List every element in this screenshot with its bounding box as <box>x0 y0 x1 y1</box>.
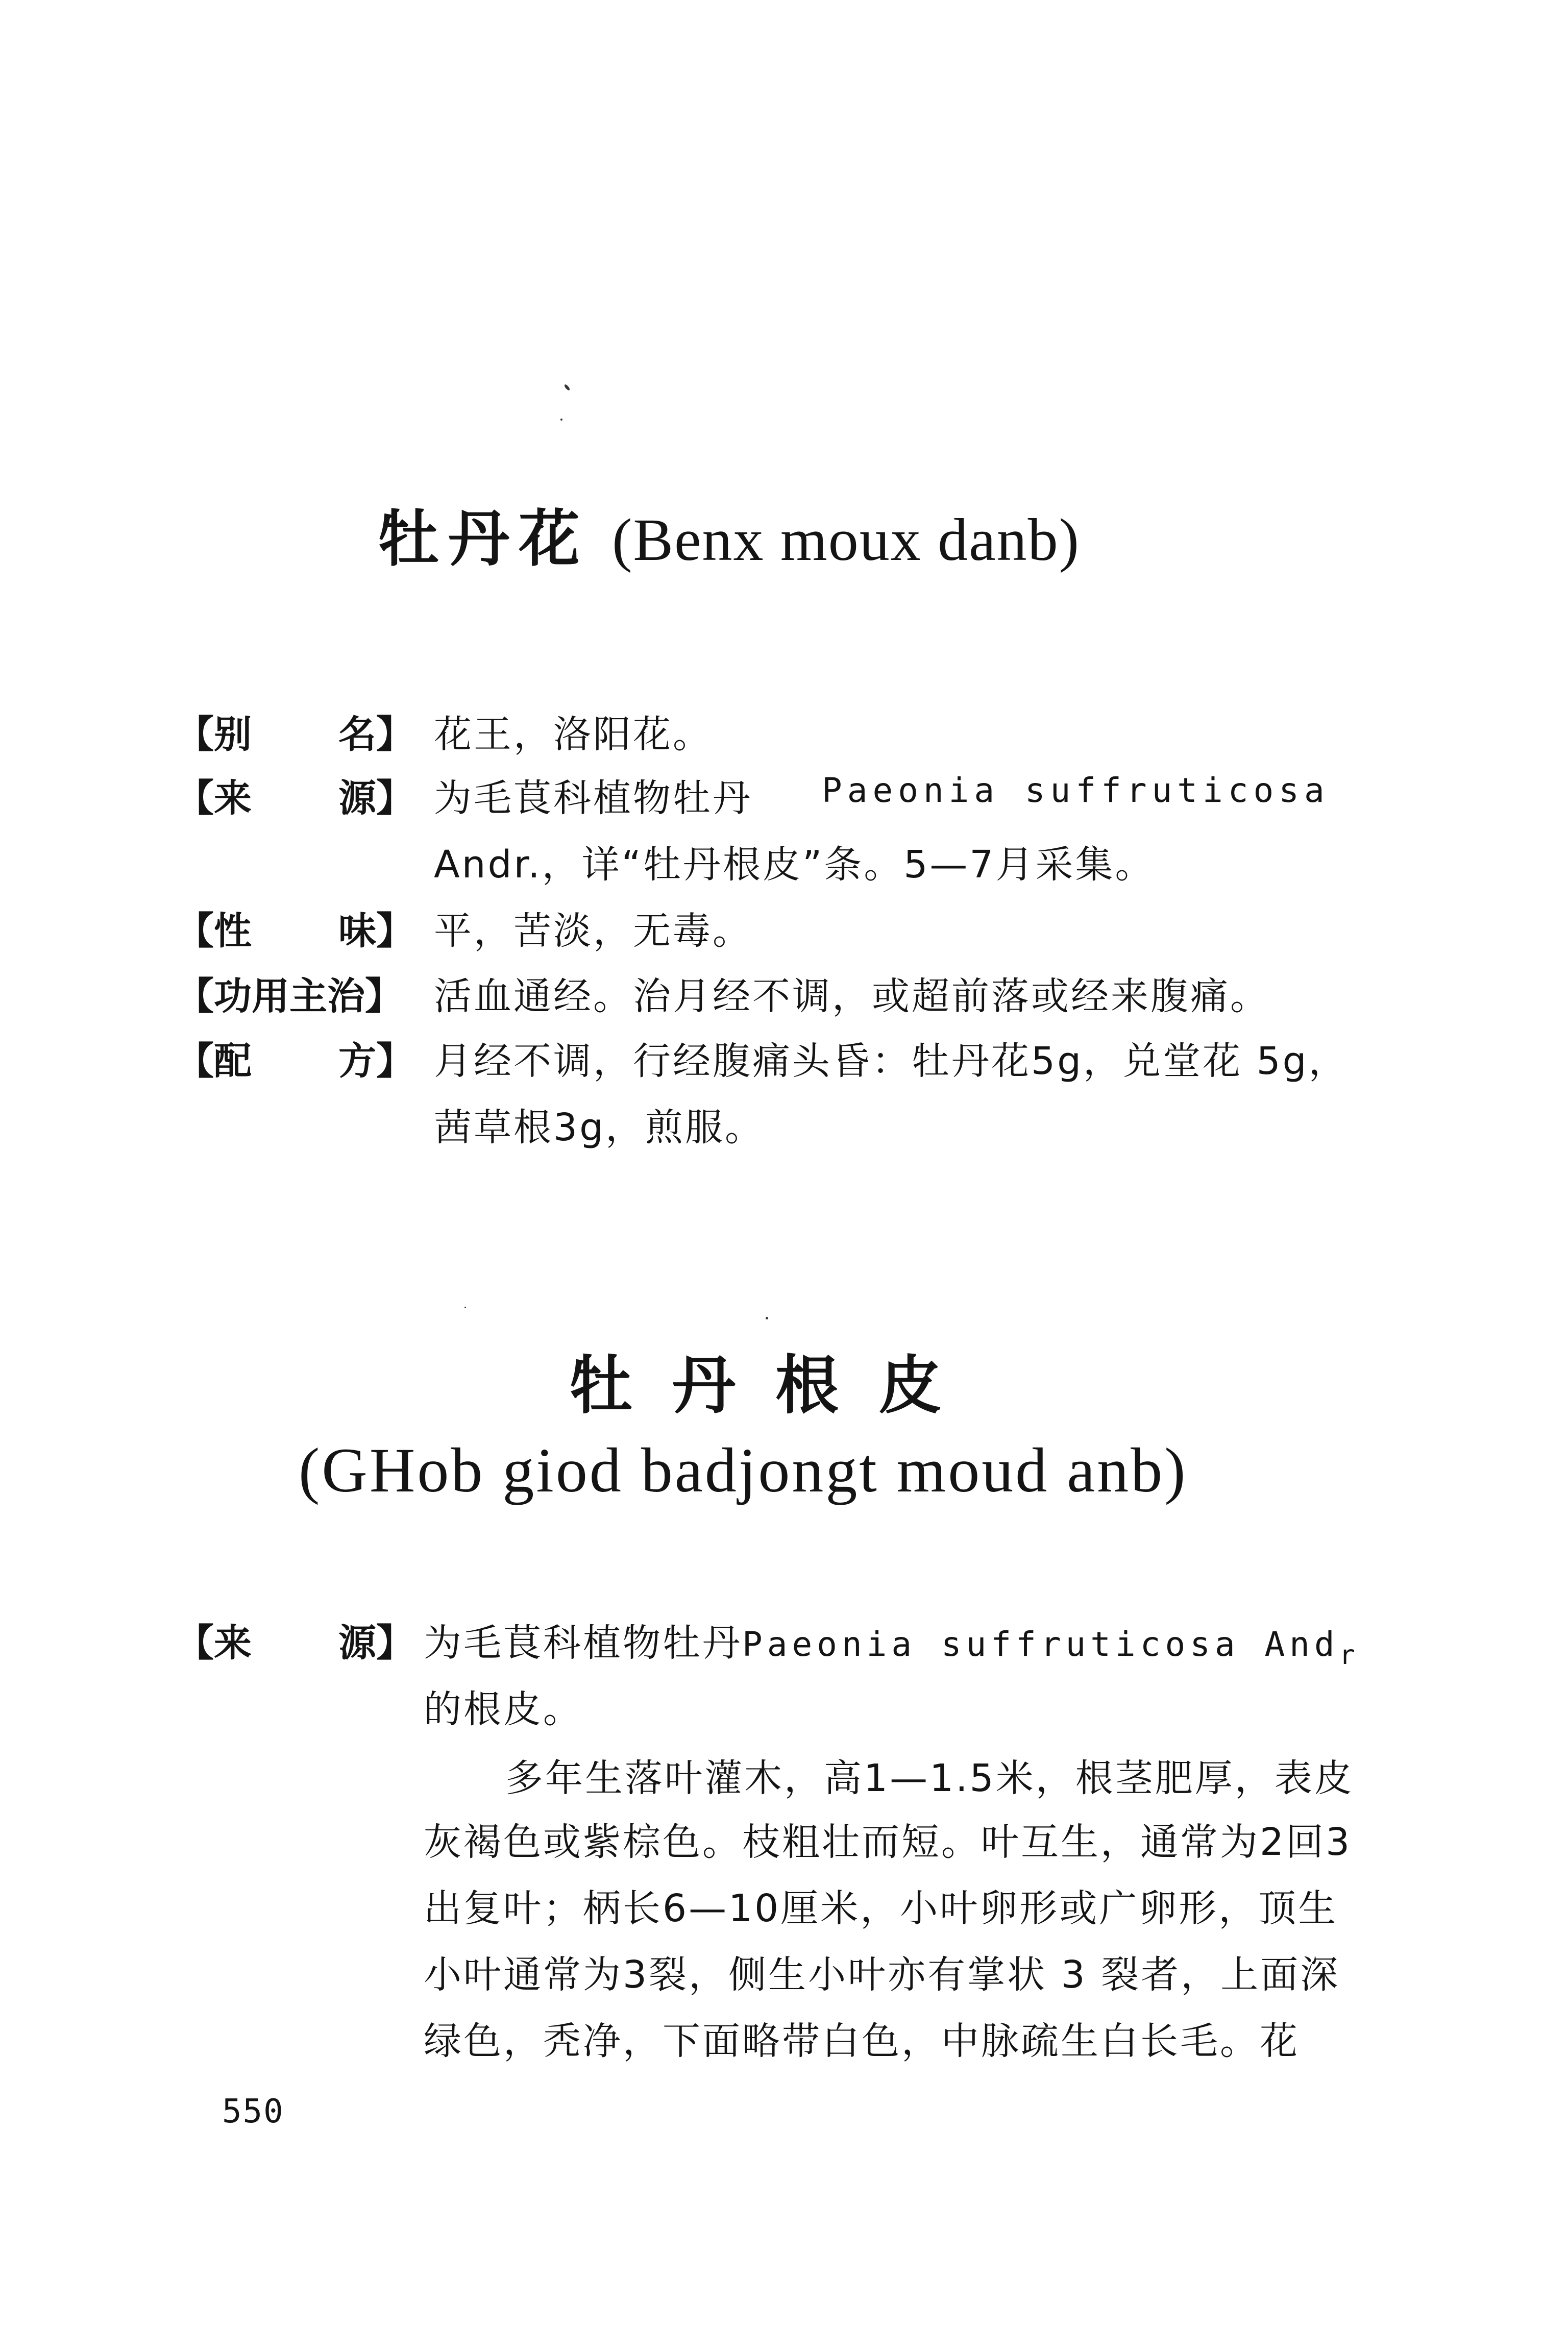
entry2-description-line-3: 出复叶；柄长6—10厘米，小叶卵形或广卵形，顶生 <box>424 1887 1338 1930</box>
scan-speck <box>560 419 562 421</box>
entry2-label-source: 【来 源】 <box>176 1621 414 1665</box>
entry2-description-line-1: 多年生落叶灌木，高1—1.5米，根茎肥厚，表皮 <box>505 1756 1354 1800</box>
entry1-alias-text: 花王，洛阳花。 <box>434 713 713 756</box>
entry1-source-latin: Paeonia suffruticosa <box>822 771 1330 810</box>
entry1-prescription-text: 月经不调，行经腹痛头昏：牡丹花5g，兑堂花 5g， <box>434 1039 1349 1083</box>
entry1-label-alias: 【别 名】 <box>176 713 414 756</box>
scan-speck <box>766 1317 768 1319</box>
scan-speck <box>564 384 571 391</box>
page-number: 550 <box>222 2093 284 2130</box>
entry1-title-latin: (Benx moux danb) <box>612 506 1080 573</box>
entry2-description-line-4: 小叶通常为3裂，侧生小叶亦有掌状 3 裂者，上面深 <box>424 1953 1340 1997</box>
entry1-title <box>378 490 1080 578</box>
entry2-description-line-5: 绿色，秃净，下面略带白色，中脉疏生白长毛。花 <box>424 2019 1300 2063</box>
entry1-source-text-2: Andr.，详“牡丹根皮”条。5—7月采集。 <box>434 843 1155 887</box>
entry2-source-latin: Paeonia suffruticosa And <box>742 1625 1339 1664</box>
entry2-source-text-2: 的根皮。 <box>424 1687 583 1731</box>
entry1-label-taste: 【性 味】 <box>176 909 414 953</box>
entry1-title-cn: 牡丹花 <box>378 504 589 575</box>
entry1-label-source: 【来 源】 <box>176 776 414 820</box>
entry1-source-text: 为毛茛科植物牡丹 <box>434 776 752 820</box>
entry2-description-line-2: 灰褐色或紫棕色。枝粗壮而短。叶互生，通常为2回3 <box>424 1820 1352 1864</box>
entry2-title-cn: 牡丹根皮 <box>569 1349 982 1423</box>
entry1-label-function: 【功用主治】 <box>176 974 403 1018</box>
entry1-function-text: 活血通经。治月经不调，或超前落或经来腹痛。 <box>434 974 1270 1018</box>
entry1-label-prescription: 【配 方】 <box>176 1039 414 1083</box>
entry2-source-subscript: r <box>1339 1639 1360 1671</box>
entry2-title-latin: (GHob giod badjongt moud anb) <box>299 1435 1188 1505</box>
entry1-taste-text: 平，苦淡，无毒。 <box>434 909 752 953</box>
entry1-prescription-text-2: 茜草根3g，煎服。 <box>434 1106 765 1149</box>
entry2-source-text <box>424 1613 1360 1671</box>
entry2-source-cn: 为毛茛科植物牡丹 <box>424 1621 742 1665</box>
scan-speck <box>464 1307 466 1308</box>
